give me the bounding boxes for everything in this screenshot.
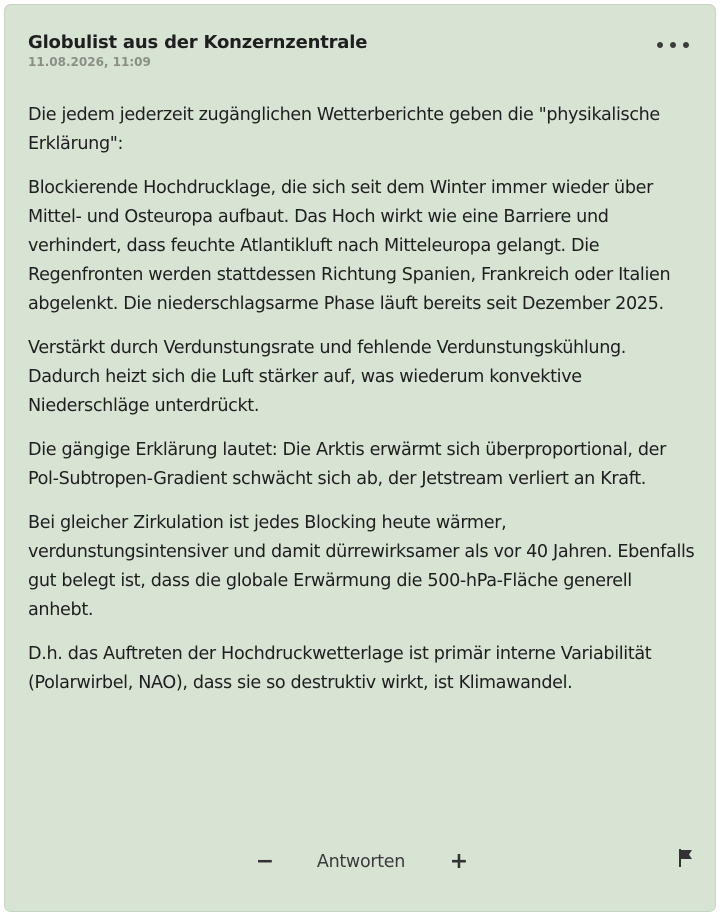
comment-paragraph: Die jedem jederzeit zugänglichen Wetterberichte geben die "physikalische Erklärung": xyxy=(28,105,660,154)
upvote-button[interactable]: + xyxy=(449,849,469,874)
comment-card xyxy=(4,4,716,912)
comment-paragraph: Blockierende Hochdrucklage, die sich seit dem Winter immer wieder über Mittel- und Osteuropa aufbaut. Das Hoch wirkt wie eine Barriere und verhindert, dass feuchte Atlantikluft nach Mitteleuropa gelangt. Die Regenfronten werden stattdessen Richtung Spanien, Frankreich oder Italien abgelenkt. Die niederschlagsarme Phase läuft bereits seit Dezember 2025. xyxy=(28,178,671,314)
more-icon-dot xyxy=(683,42,689,48)
reply-button[interactable]: Antworten xyxy=(316,852,406,872)
comment-header xyxy=(28,31,695,79)
report-button[interactable] xyxy=(677,847,695,869)
post-timestamp: 11.08.2026, 11:09 xyxy=(28,55,151,69)
flag-icon xyxy=(677,847,695,869)
downvote-button[interactable]: − xyxy=(255,849,275,874)
more-options-button[interactable] xyxy=(657,37,689,53)
more-icon-dot xyxy=(670,42,676,48)
comment-paragraph: Bei gleicher Zirkulation ist jedes Blocking heute wärmer, verdunstungsintensiver und damit dürrewirksamer als vor 40 Jahren. Ebenfalls gut belegt ist, dass die globale Erwärmung die 500-hPa-Fläche generell anhebt. xyxy=(28,513,695,620)
comment-body xyxy=(28,101,700,713)
author-name[interactable]: Globulist aus der Konzernzentrale xyxy=(28,32,368,53)
comment-paragraph: D.h. das Auftreten der Hochdruckwetterlage ist primär interne Variabilität (Polarwirbel, NAO), dass sie so destruktiv wirkt, ist Klimawandel. xyxy=(28,644,652,693)
comment-footer xyxy=(5,843,715,883)
comment-paragraph: Verstärkt durch Verdunstungsrate und fehlende Verdunstungskühlung. Dadurch heizt sich die Luft stärker auf, was wiederum konvektive Niederschläge unterdrückt. xyxy=(28,338,627,416)
comment-paragraph: Die gängige Erklärung lautet: Die Arktis erwärmt sich überproportional, der Pol-Subtropen-Gradient schwächt sich ab, der Jetstream verliert an Kraft. xyxy=(28,440,667,489)
more-icon-dot xyxy=(657,42,663,48)
